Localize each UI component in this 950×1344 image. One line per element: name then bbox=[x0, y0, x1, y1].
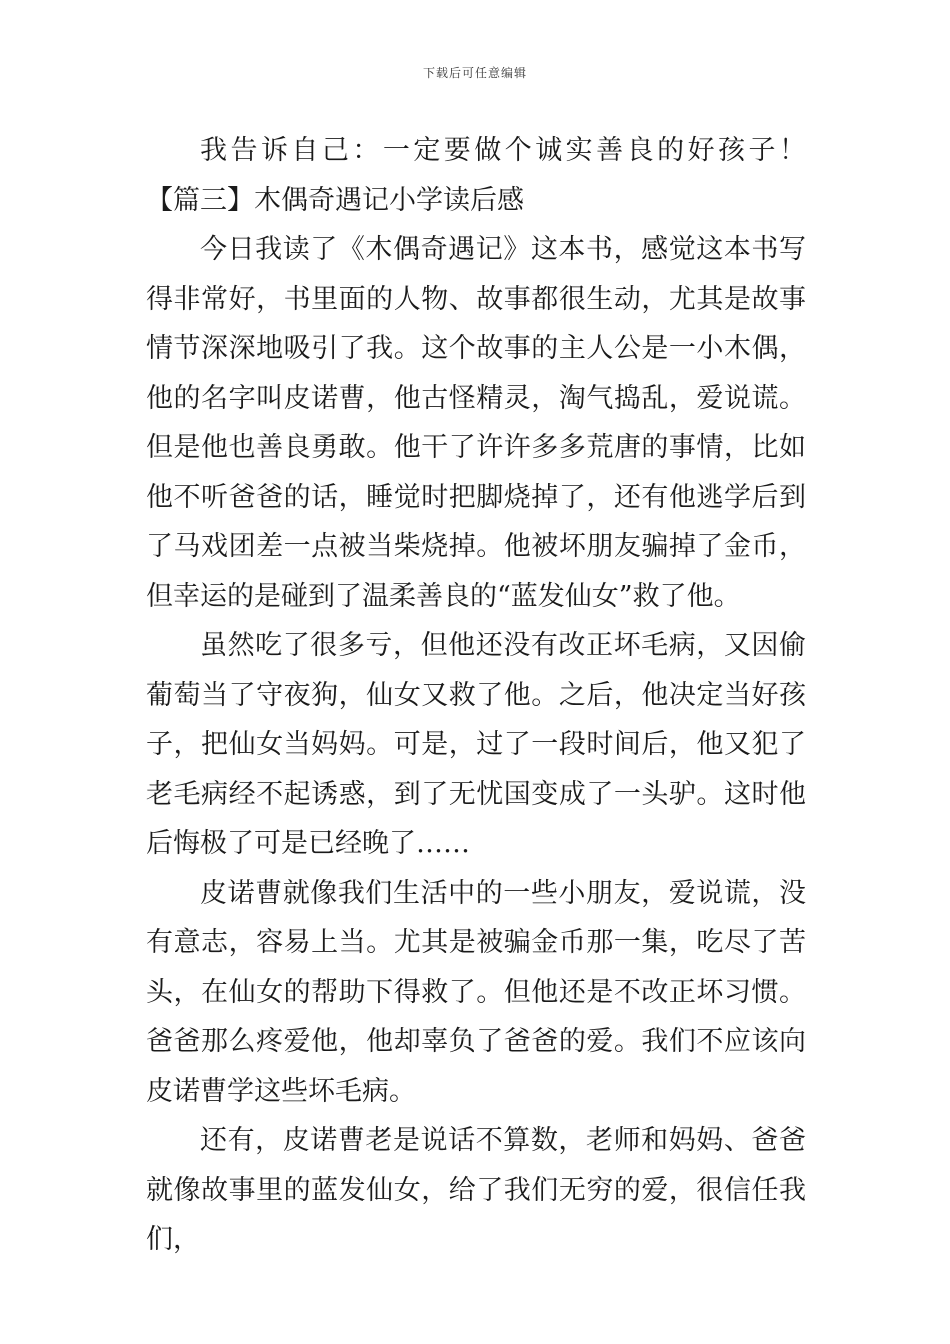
paragraph-5: 还有，皮诺曹老是说话不算数，老师和妈妈、爸爸就像故事里的蓝发仙女，给了我们无穷的爱，很信任我们， bbox=[146, 1125, 806, 1255]
document-body bbox=[146, 126, 833, 1265]
paragraph-2: 今日我读了《木偶奇遇记》这本书，感觉这本书写得非常好，书里面的人物、故事都很生动，尤其是故事情节深深地吸引了我。这个故事的主人公是一小木偶，他的名字叫皮诺曹，他古怪精灵，淘气捣乱，爱说谎。但是他也善良勇敢。他干了许许多多荒唐的事情，比如他不听爸爸的话，睡觉时把脚烧掉了，还有他逃学后到了马戏团差一点被当柴烧掉。他被坏朋友骗掉了金币，但幸运的是碰到了温柔善良的“蓝发仙女”救了他。 bbox=[146, 234, 806, 612]
paragraph-3: 虽然吃了很多亏，但他还没有改正坏毛病，又因偷葡萄当了守夜狗，仙女又救了他。之后，他决定当好孩子，把仙女当妈妈。可是，过了一段时间后，他又犯了老毛病经不起诱惑，到了无忧国变成了一头驴。这时他后悔极了可是已经晚了…… bbox=[146, 630, 806, 859]
page-header: 下载后可任意编辑 bbox=[422, 66, 527, 80]
paragraph-4: 皮诺曹就像我们生活中的一些小朋友，爱说谎，没有意志，容易上当。尤其是被骗金币那一集，吃尽了苦头，在仙女的帮助下得救了。但他还是不改正坏习惯。爸爸那么疼爱他，他却辜负了爸爸的爱。我们不应该向皮诺曹学这些坏毛病。 bbox=[146, 877, 806, 1107]
paragraph-1: 我告诉自己：一定要做个诚实善良的好孩子！ 【篇三】木偶奇遇记小学读后感 bbox=[146, 135, 833, 216]
